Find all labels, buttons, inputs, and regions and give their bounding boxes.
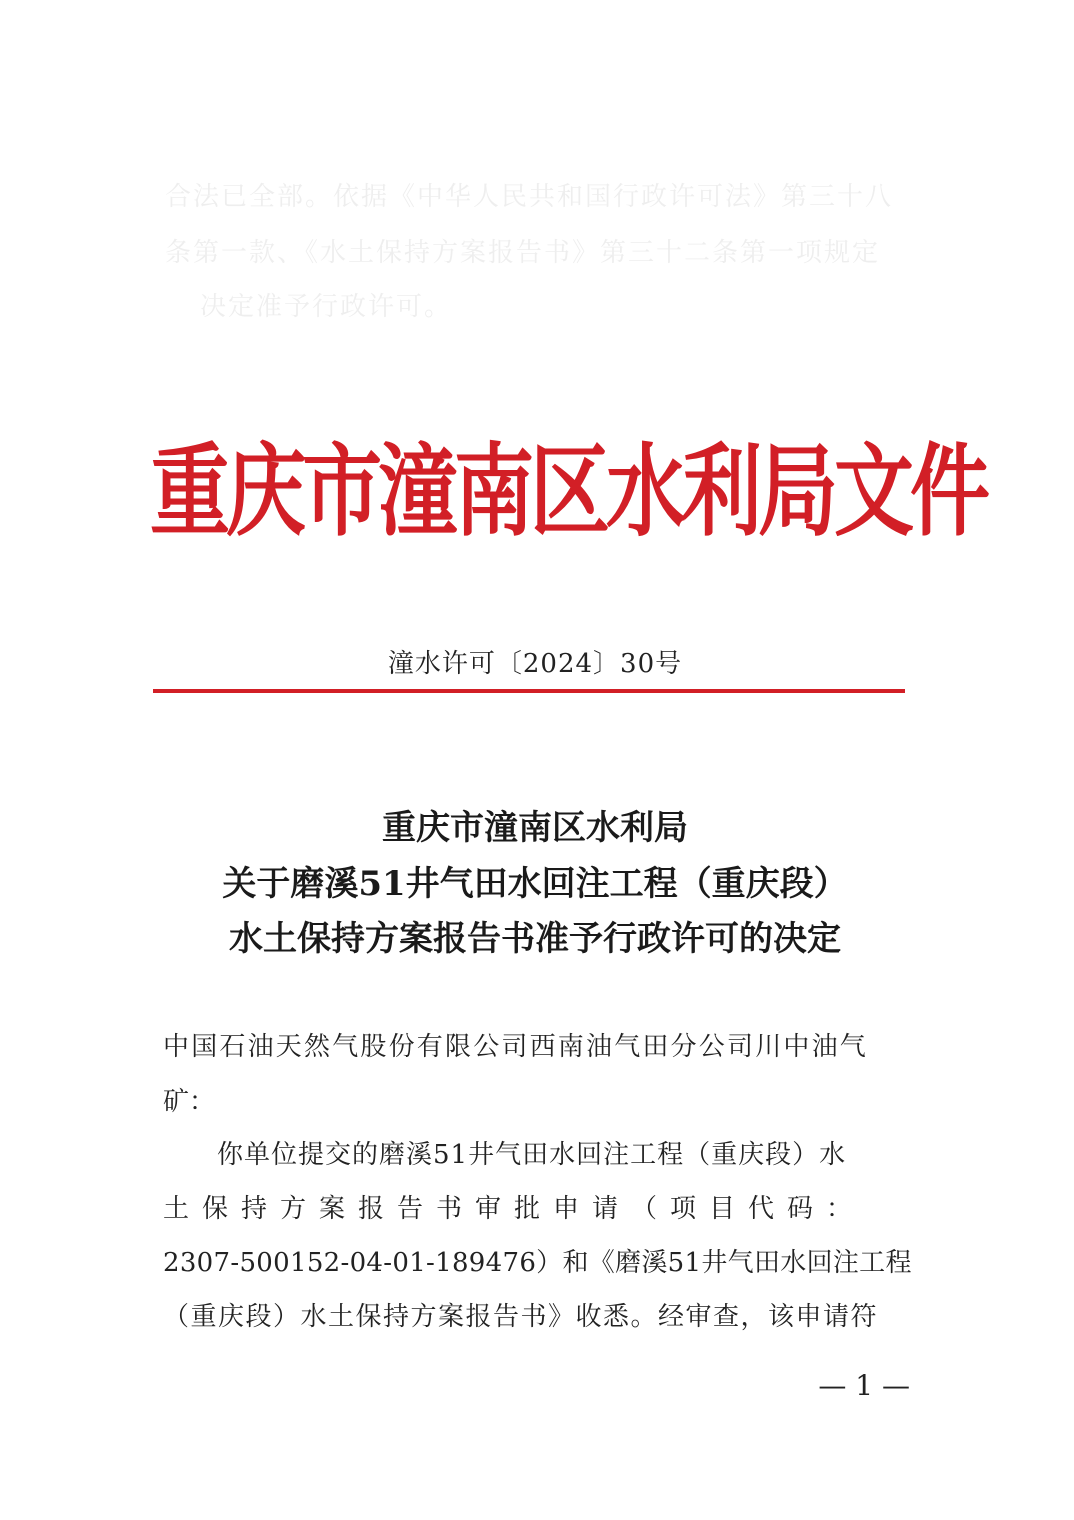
title-line-3: 水土保持方案报告书准予行政许可的决定 [229, 919, 841, 959]
red-divider-line [153, 689, 905, 693]
document-number: 潼水许可〔2024〕30号 [387, 649, 683, 679]
title-line-2: 关于磨溪51井气田水回注工程（重庆段） [222, 864, 848, 904]
page-number: — 1 — [818, 1369, 910, 1402]
issuer-header: 重庆市潼南区水利局文件 [150, 433, 986, 550]
bleed-through-text: 合法已全部。依据《中华人民共和国行政许可法》第三十八 [165, 182, 894, 212]
body-line-4: （重庆段）水土保持方案报告书》收悉。经审查，该申请符 [163, 1302, 879, 1332]
body-line-3: 2307-500152-04-01-189476）和《磨溪51井气田水回注工程 [163, 1248, 912, 1278]
title-line-1: 重庆市潼南区水利局 [382, 808, 688, 848]
addressee-line-2: 矿： [163, 1087, 216, 1117]
body-line-2: 土保持方案报告书审批申请（项目代码： [163, 1194, 866, 1224]
bleed-through-text: 决定准予行政许可。 [200, 292, 453, 322]
addressee-line-1: 中国石油天然气股份有限公司西南油气田分公司川中油气 [163, 1032, 869, 1062]
bleed-through-text: 条第一款、《水土保持方案报告书》第三十二条第一项规定 [165, 238, 881, 268]
body-line-1: 你单位提交的磨溪51井气田水回注工程（重庆段）水 [217, 1140, 847, 1170]
